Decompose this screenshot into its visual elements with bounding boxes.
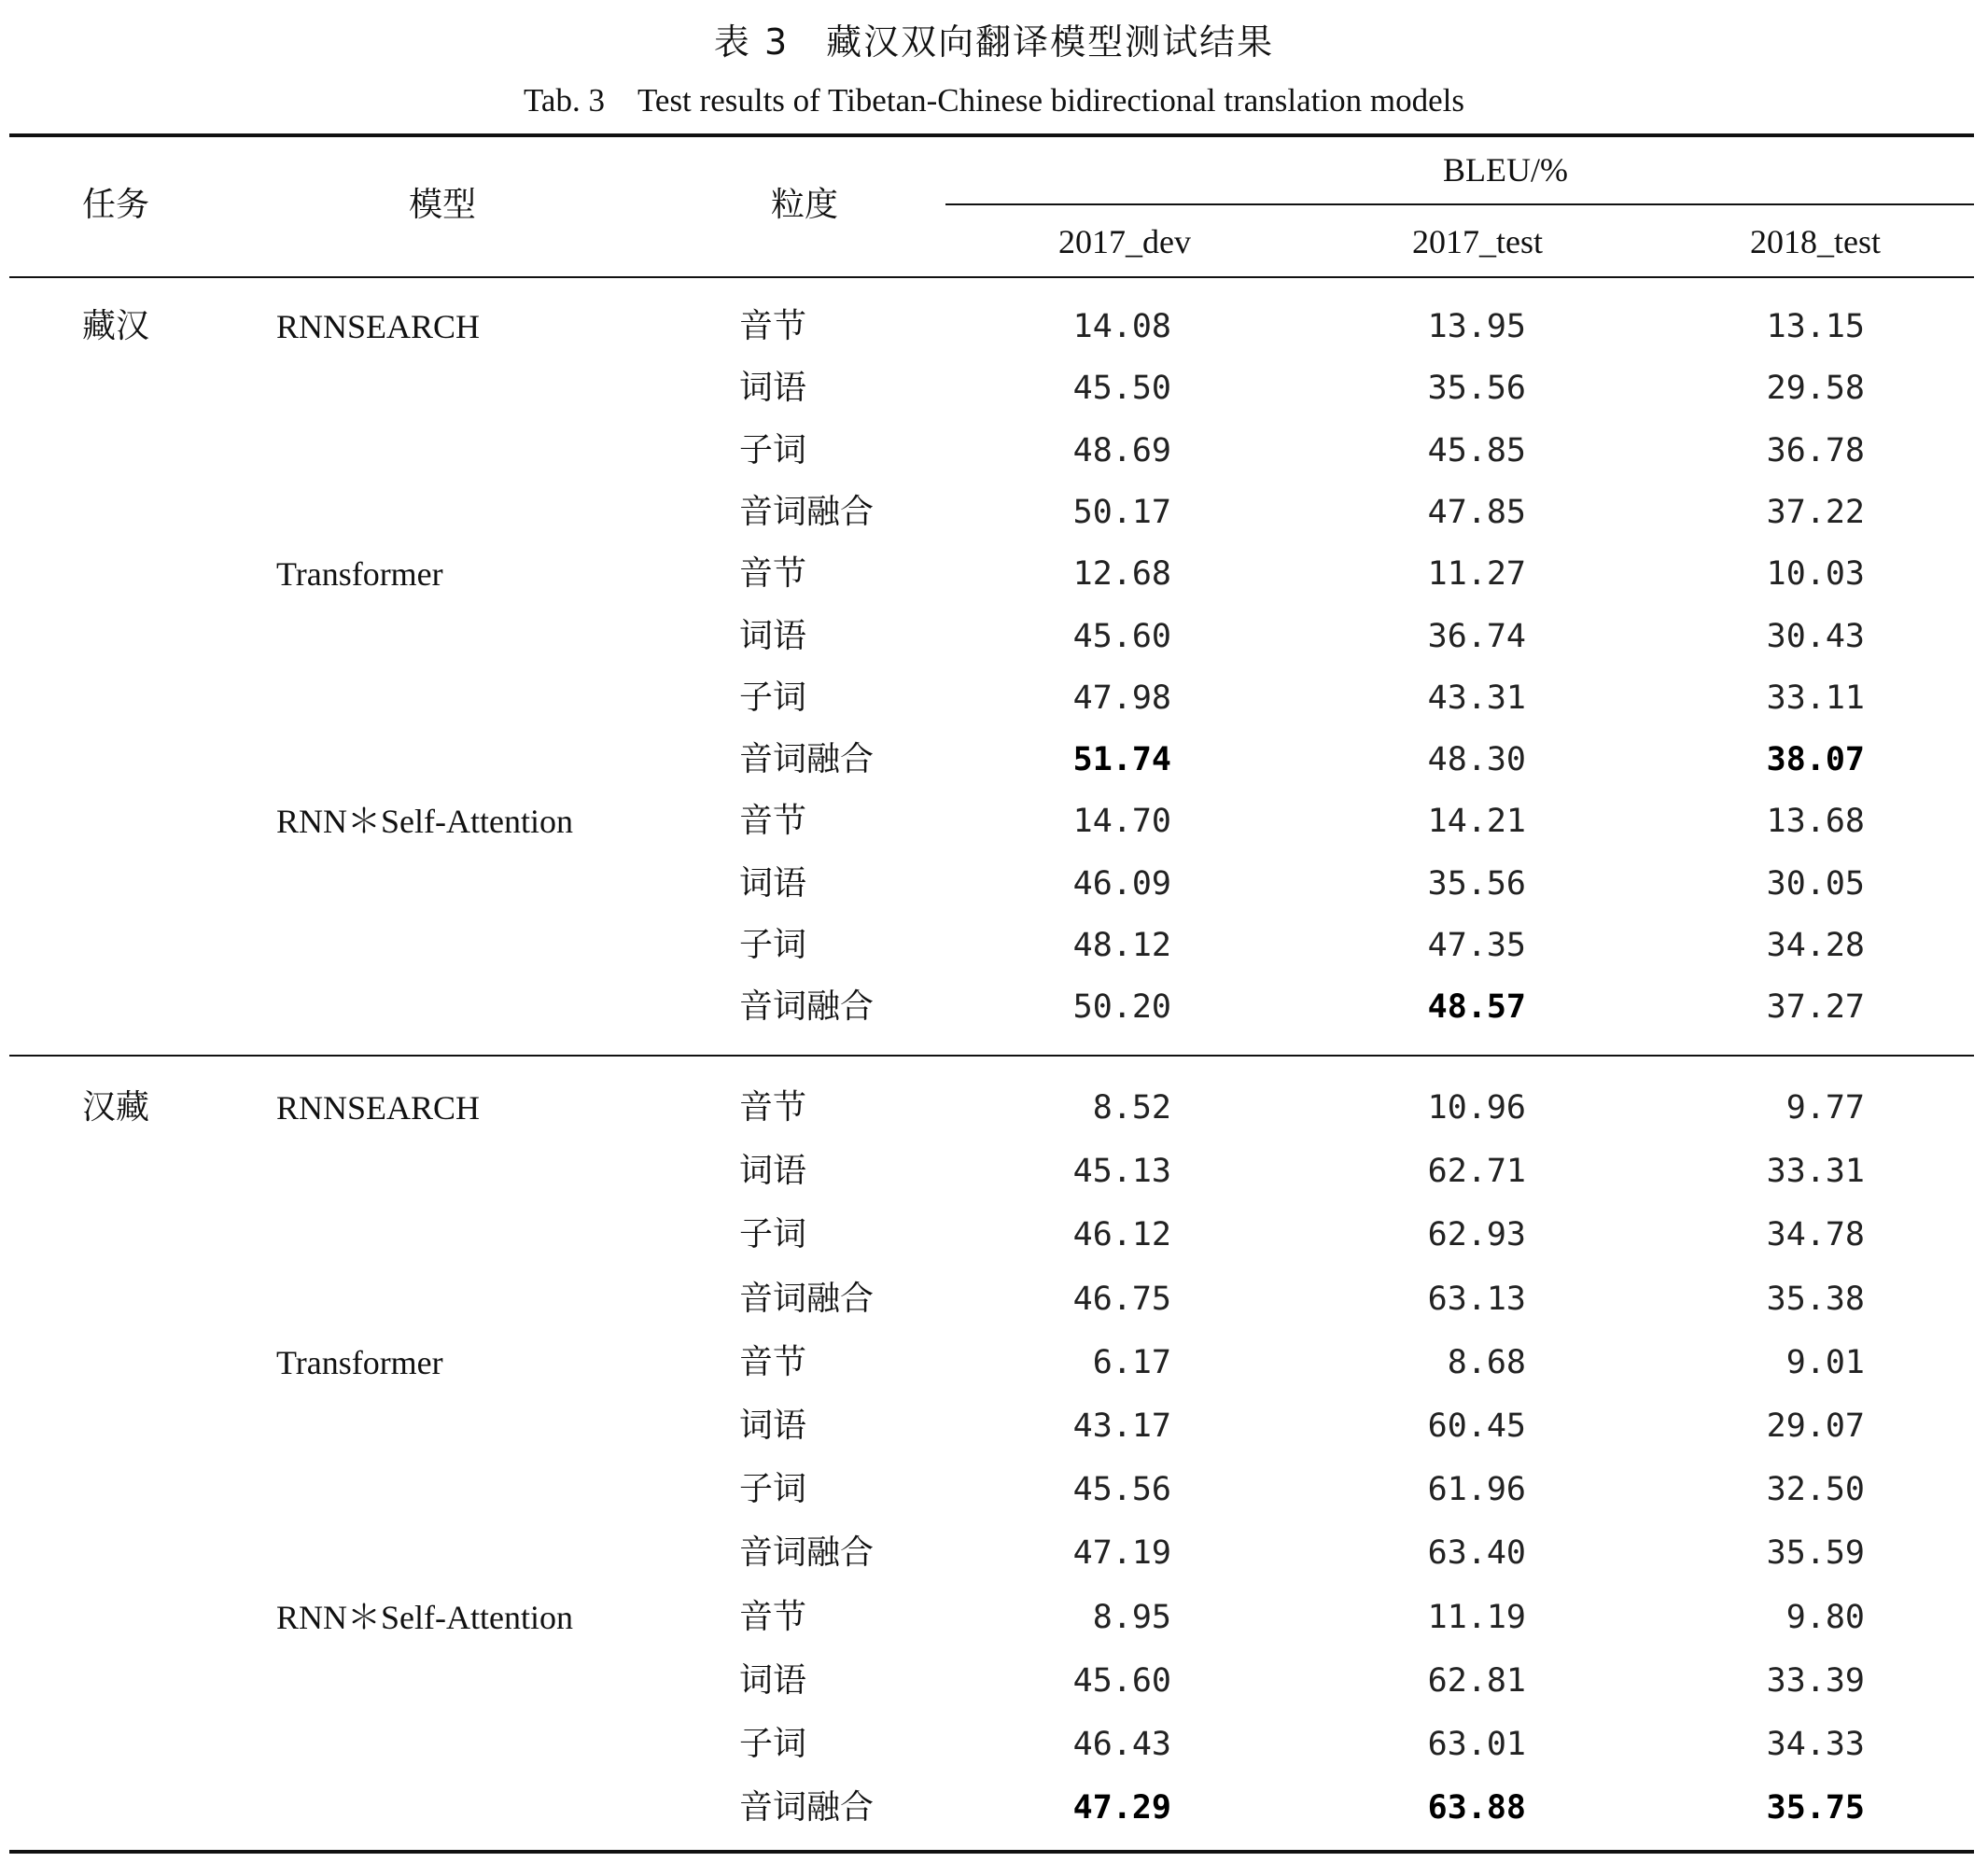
bleu-value-cell: 46.43 — [1072, 1726, 1171, 1763]
bleu-value-cell: 30.05 — [1766, 864, 1865, 903]
bleu-value-cell: 35.38 — [1766, 1280, 1865, 1318]
bleu-value-cell: 35.75 — [1766, 1789, 1865, 1827]
bleu-value-cell: 50.20 — [1072, 988, 1171, 1027]
bleu-value-cell: 45.60 — [1072, 617, 1171, 655]
header-col-2017-test: 2017_test — [1412, 223, 1543, 260]
granularity-cell: 词语 — [739, 1407, 807, 1445]
bleu-value-cell: 45.56 — [1072, 1471, 1171, 1509]
bleu-value-cell: 11.27 — [1427, 555, 1526, 594]
section-divider-rule — [9, 1055, 1974, 1057]
bleu-value-cell: 35.56 — [1427, 864, 1526, 903]
bleu-value-cell: 45.13 — [1072, 1153, 1171, 1191]
bleu-value-cell: 47.85 — [1427, 493, 1526, 531]
granularity-cell: 子词 — [739, 1215, 807, 1254]
model-name: Transformer — [276, 555, 443, 594]
bleu-value-cell: 34.33 — [1766, 1726, 1865, 1763]
bleu-value-cell: 8.95 — [1092, 1598, 1171, 1636]
granularity-cell: 音节 — [739, 1088, 807, 1127]
bleu-value-cell: 60.45 — [1427, 1407, 1526, 1445]
bleu-value-cell: 6.17 — [1092, 1343, 1171, 1381]
granularity-cell: 音词融合 — [739, 1788, 875, 1827]
bleu-value-cell: 43.17 — [1072, 1407, 1171, 1445]
bleu-value-cell: 50.17 — [1072, 493, 1171, 531]
bleu-value-cell: 8.68 — [1447, 1343, 1526, 1381]
bleu-value-cell: 12.68 — [1072, 555, 1171, 594]
bleu-value-cell: 11.19 — [1427, 1598, 1526, 1636]
bleu-value-cell: 33.31 — [1766, 1153, 1865, 1191]
bleu-value-cell: 63.01 — [1427, 1726, 1526, 1763]
bleu-value-cell: 45.60 — [1072, 1661, 1171, 1700]
bleu-value-cell: 33.39 — [1766, 1661, 1865, 1700]
header-rule — [9, 276, 1974, 278]
bleu-value-cell: 9.80 — [1785, 1598, 1865, 1636]
granularity-cell: 词语 — [739, 369, 807, 408]
top-rule — [9, 133, 1974, 137]
bleu-value-cell: 9.01 — [1785, 1343, 1865, 1381]
bleu-value-cell: 32.50 — [1766, 1471, 1865, 1509]
granularity-cell: 子词 — [739, 1725, 807, 1763]
header-col-2017-dev: 2017_dev — [1058, 223, 1191, 260]
granularity-cell: 音节 — [739, 554, 807, 594]
bleu-value-cell: 38.07 — [1766, 741, 1865, 779]
bleu-value-cell: 36.74 — [1427, 617, 1526, 655]
granularity-cell: 词语 — [739, 863, 807, 903]
granularity-cell: 音词融合 — [739, 1279, 875, 1318]
bleu-value-cell: 47.19 — [1072, 1534, 1171, 1573]
header-model: 模型 — [409, 186, 477, 224]
granularity-cell: 子词 — [739, 430, 807, 469]
bleu-value-cell: 29.07 — [1766, 1407, 1865, 1445]
bleu-value-cell: 63.88 — [1427, 1789, 1526, 1827]
bleu-value-cell: 45.50 — [1072, 370, 1171, 408]
model-name: RNN＊Self-Attention — [276, 1598, 573, 1636]
granularity-cell: 音词融合 — [739, 987, 875, 1027]
bleu-value-cell: 47.35 — [1427, 927, 1526, 964]
bottom-rule — [9, 1850, 1974, 1854]
bleu-subheader-rule — [945, 203, 1974, 205]
task-label: 藏汉 — [82, 307, 150, 345]
bleu-value-cell: 13.95 — [1427, 308, 1526, 345]
task-label: 汉藏 — [82, 1088, 150, 1127]
granularity-cell: 子词 — [739, 678, 807, 717]
header-bleu: BLEU/% — [1443, 151, 1568, 189]
bleu-value-cell: 13.68 — [1766, 803, 1865, 841]
bleu-value-cell: 63.40 — [1427, 1534, 1526, 1573]
bleu-value-cell: 48.12 — [1072, 927, 1171, 964]
bleu-value-cell: 62.81 — [1427, 1661, 1526, 1700]
bleu-value-cell: 46.75 — [1072, 1280, 1171, 1318]
bleu-value-cell: 61.96 — [1427, 1471, 1526, 1509]
bleu-value-cell: 62.71 — [1427, 1153, 1526, 1191]
header-task: 任务 — [82, 186, 150, 224]
bleu-value-cell: 48.69 — [1072, 431, 1171, 469]
granularity-cell: 音节 — [739, 802, 807, 841]
granularity-cell: 音词融合 — [739, 492, 875, 531]
bleu-value-cell: 35.59 — [1766, 1534, 1865, 1573]
model-name: Transformer — [276, 1343, 443, 1381]
bleu-value-cell: 63.13 — [1427, 1280, 1526, 1318]
bleu-value-cell: 62.93 — [1427, 1216, 1526, 1254]
bleu-value-cell: 34.28 — [1766, 927, 1865, 964]
header-granularity: 粒度 — [771, 186, 839, 224]
bleu-value-cell: 13.15 — [1766, 308, 1865, 345]
bleu-value-cell: 35.56 — [1427, 370, 1526, 408]
bleu-value-cell: 48.30 — [1427, 741, 1526, 779]
bleu-value-cell: 30.43 — [1766, 617, 1865, 655]
bleu-value-cell: 14.08 — [1072, 308, 1171, 345]
bleu-value-cell: 29.58 — [1766, 370, 1865, 408]
bleu-value-cell: 14.70 — [1072, 803, 1171, 841]
granularity-cell: 音词融合 — [739, 1533, 875, 1573]
bleu-value-cell: 48.57 — [1427, 988, 1526, 1027]
granularity-cell: 子词 — [739, 1470, 807, 1509]
bleu-value-cell: 46.09 — [1072, 864, 1171, 903]
bleu-value-cell: 37.27 — [1766, 988, 1865, 1027]
bleu-value-cell: 51.74 — [1072, 741, 1171, 779]
granularity-cell: 子词 — [739, 926, 807, 964]
bleu-value-cell: 10.03 — [1766, 555, 1865, 594]
granularity-cell: 词语 — [739, 616, 807, 655]
granularity-cell: 词语 — [739, 1660, 807, 1700]
bleu-value-cell: 33.11 — [1766, 679, 1865, 717]
bleu-value-cell: 34.78 — [1766, 1216, 1865, 1254]
bleu-value-cell: 43.31 — [1427, 679, 1526, 717]
bleu-value-cell: 14.21 — [1427, 803, 1526, 841]
bleu-value-cell: 10.96 — [1427, 1089, 1526, 1127]
table-caption-english: Tab. 3 Test results of Tibetan-Chinese bidirectional translation models — [524, 82, 1464, 119]
bleu-value-cell: 9.77 — [1785, 1089, 1865, 1127]
model-name: RNNSEARCH — [276, 308, 481, 345]
model-name: RNNSEARCH — [276, 1089, 481, 1127]
bleu-value-cell: 46.12 — [1072, 1216, 1171, 1254]
bleu-value-cell: 47.98 — [1072, 679, 1171, 717]
granularity-cell: 音词融合 — [739, 740, 875, 779]
granularity-cell: 音节 — [739, 1597, 807, 1636]
header-col-2018-test: 2018_test — [1750, 223, 1881, 260]
granularity-cell: 音节 — [739, 307, 807, 345]
bleu-value-cell: 37.22 — [1766, 493, 1865, 531]
bleu-value-cell: 36.78 — [1766, 431, 1865, 469]
bleu-value-cell: 8.52 — [1092, 1089, 1171, 1127]
model-name: RNN＊Self-Attention — [276, 803, 573, 841]
granularity-cell: 词语 — [739, 1152, 807, 1191]
bleu-value-cell: 47.29 — [1072, 1789, 1171, 1827]
granularity-cell: 音节 — [739, 1342, 807, 1381]
table-caption-chinese: 表 3 藏汉双向翻译模型测试结果 — [713, 21, 1275, 63]
bleu-value-cell: 45.85 — [1427, 431, 1526, 469]
